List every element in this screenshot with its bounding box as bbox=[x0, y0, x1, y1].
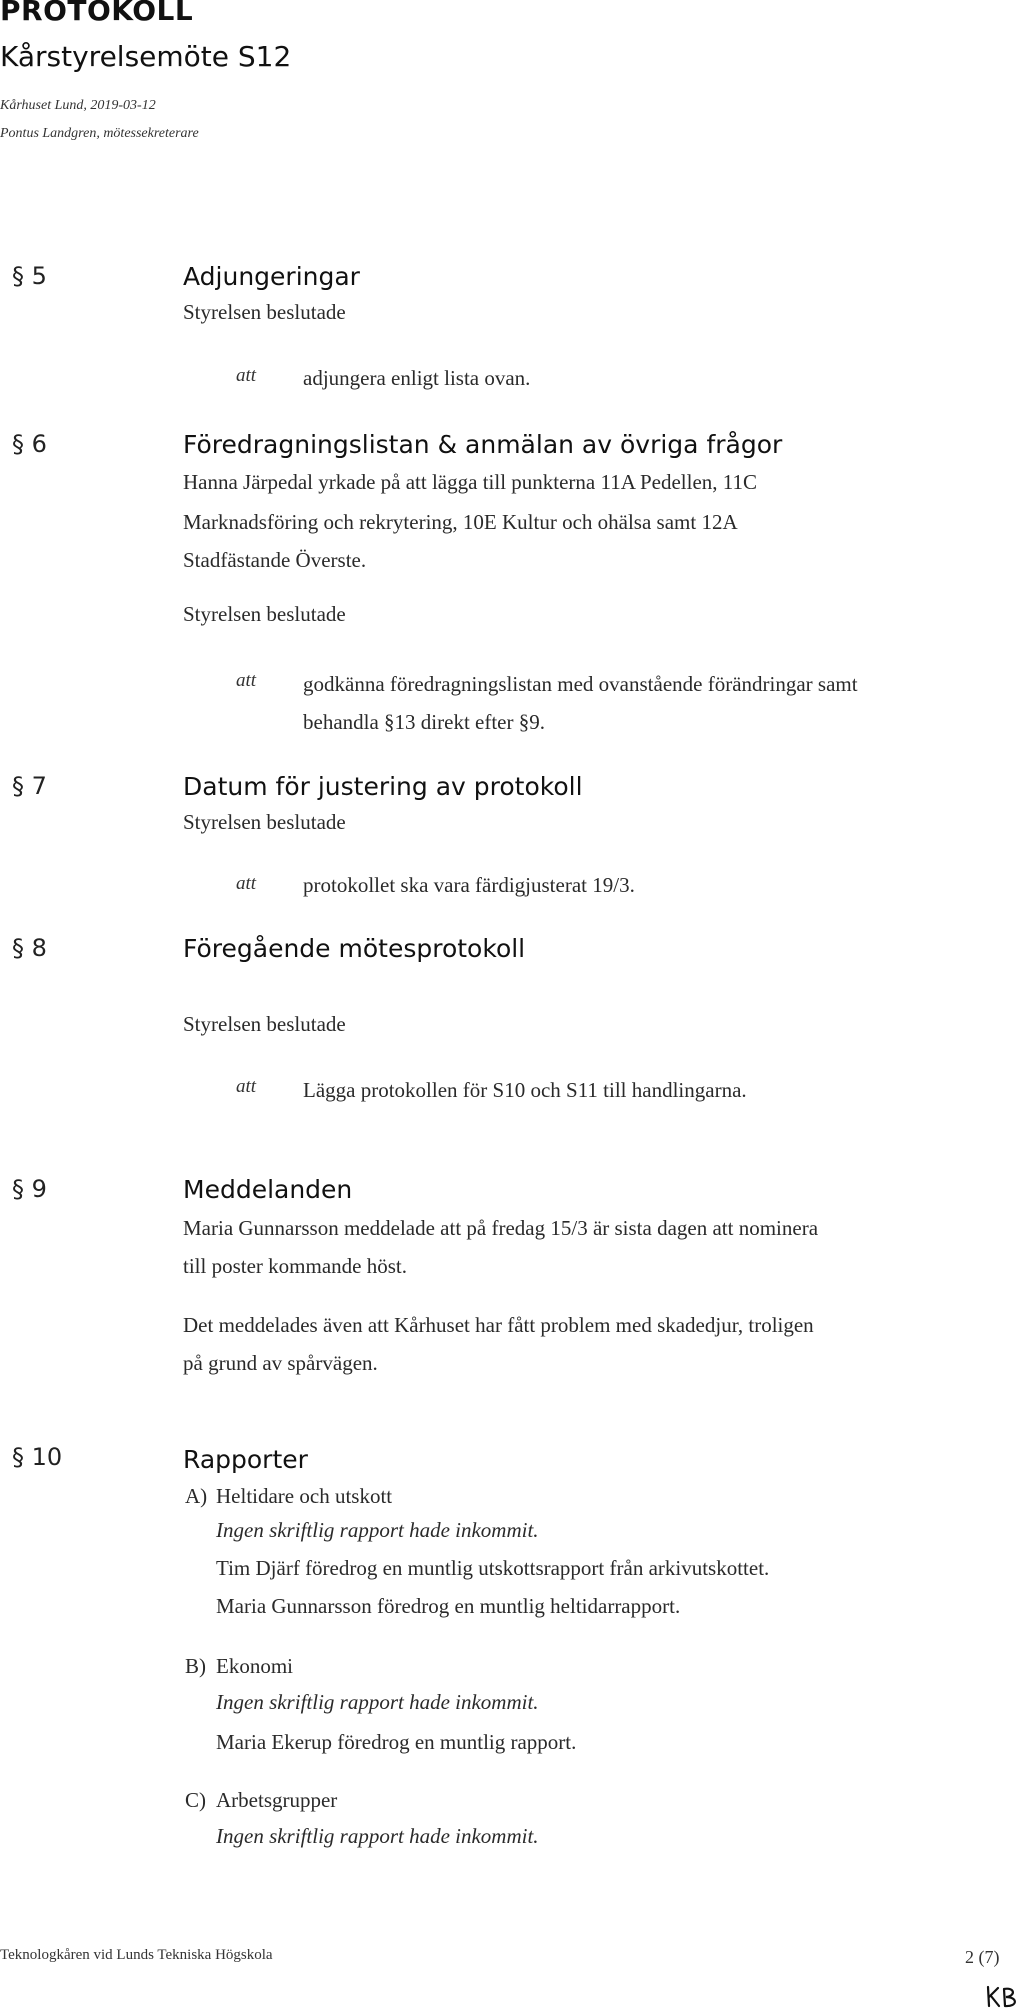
section-6-text-line-1: Hanna Järpedal yrkade på att lägga till punkterna 11A Pedellen, 11C bbox=[183, 470, 758, 494]
footer-organization: Teknologkåren vid Lunds Tekniska Högskola bbox=[0, 1947, 273, 1963]
report-b-label: B) bbox=[185, 1654, 206, 1678]
section-heading-8: Föregående mötesprotokoll bbox=[183, 934, 526, 963]
meeting-secretary: Pontus Landgren, mötessekreterare bbox=[0, 126, 199, 141]
section-8-decision: Lägga protokollen för S10 och S11 till handlingarna. bbox=[303, 1078, 747, 1102]
section-number-10: § 10 bbox=[12, 1443, 63, 1471]
section-number-9: § 9 bbox=[12, 1175, 47, 1203]
section-9-para1-line-1: Maria Gunnarsson meddelade att på fredag 15/3 är sista dagen att nominera bbox=[183, 1216, 819, 1240]
handwritten-initials bbox=[985, 1985, 1021, 2009]
section-number-7: § 7 bbox=[12, 772, 47, 800]
report-a-label: A) bbox=[185, 1484, 208, 1508]
report-a-line-2: Maria Gunnarsson föredrog en muntlig heltidarrapport. bbox=[216, 1594, 681, 1618]
section-heading-10: Rapporter bbox=[183, 1445, 308, 1474]
section-number-5: § 5 bbox=[12, 262, 47, 290]
section-9-para1-line-2: till poster kommande höst. bbox=[183, 1254, 407, 1278]
section-6-text-line-3: Stadfästande Överste. bbox=[183, 548, 367, 572]
section-heading-6: Föredragningslistan & anmälan av övriga frågor bbox=[183, 430, 783, 459]
section-heading-5: Adjungeringar bbox=[183, 262, 360, 291]
report-a-note: Ingen skriftlig rapport hade inkommit. bbox=[216, 1518, 539, 1542]
section-6-decision-line-2: behandla §13 direkt efter §9. bbox=[303, 710, 545, 734]
section-7-decision: protokollet ska vara färdigjusterat 19/3. bbox=[303, 873, 635, 897]
report-b-title: Ekonomi bbox=[216, 1654, 293, 1678]
section-7-intro: Styrelsen beslutade bbox=[183, 810, 346, 834]
section-9-para2-line-1: Det meddelades även att Kårhuset har fått problem med skadedjur, troligen bbox=[183, 1313, 814, 1337]
section-6-intro: Styrelsen beslutade bbox=[183, 602, 346, 626]
section-9-para2-line-2: på grund av spårvägen. bbox=[183, 1351, 378, 1375]
report-a-title: Heltidare och utskott bbox=[216, 1484, 393, 1508]
report-a-line-1: Tim Djärf föredrog en muntlig utskottsrapport från arkivutskottet. bbox=[216, 1556, 770, 1580]
section-5-intro: Styrelsen beslutade bbox=[183, 300, 346, 324]
section-number-6: § 6 bbox=[12, 430, 47, 458]
section-5-att: att bbox=[236, 365, 257, 386]
section-6-att: att bbox=[236, 670, 257, 691]
report-c-label: C) bbox=[185, 1788, 206, 1812]
section-number-8: § 8 bbox=[12, 934, 47, 962]
report-c-title: Arbetsgrupper bbox=[216, 1788, 338, 1812]
report-b-note: Ingen skriftlig rapport hade inkommit. bbox=[216, 1690, 539, 1714]
section-8-intro: Styrelsen beslutade bbox=[183, 1012, 346, 1036]
document-subtitle: Kårstyrelsemöte S12 bbox=[0, 40, 292, 73]
document-title: PROTOKOLL bbox=[0, 0, 194, 27]
section-heading-9: Meddelanden bbox=[183, 1175, 353, 1204]
page-number: 2 (7) bbox=[965, 1947, 1000, 1967]
report-b-line-1: Maria Ekerup föredrog en muntlig rapport. bbox=[216, 1730, 577, 1754]
meeting-place-date: Kårhuset Lund, 2019-03-12 bbox=[0, 98, 156, 113]
section-6-decision-line-1: godkänna föredragningslistan med ovanstående förändringar samt bbox=[303, 672, 858, 696]
section-5-decision: adjungera enligt lista ovan. bbox=[303, 366, 531, 390]
section-8-att: att bbox=[236, 1076, 257, 1097]
report-c-note: Ingen skriftlig rapport hade inkommit. bbox=[216, 1824, 539, 1848]
section-7-att: att bbox=[236, 873, 257, 894]
section-heading-7: Datum för justering av protokoll bbox=[183, 772, 583, 801]
section-6-text-line-2: Marknadsföring och rekrytering, 10E Kultur och ohälsa samt 12A bbox=[183, 510, 738, 534]
